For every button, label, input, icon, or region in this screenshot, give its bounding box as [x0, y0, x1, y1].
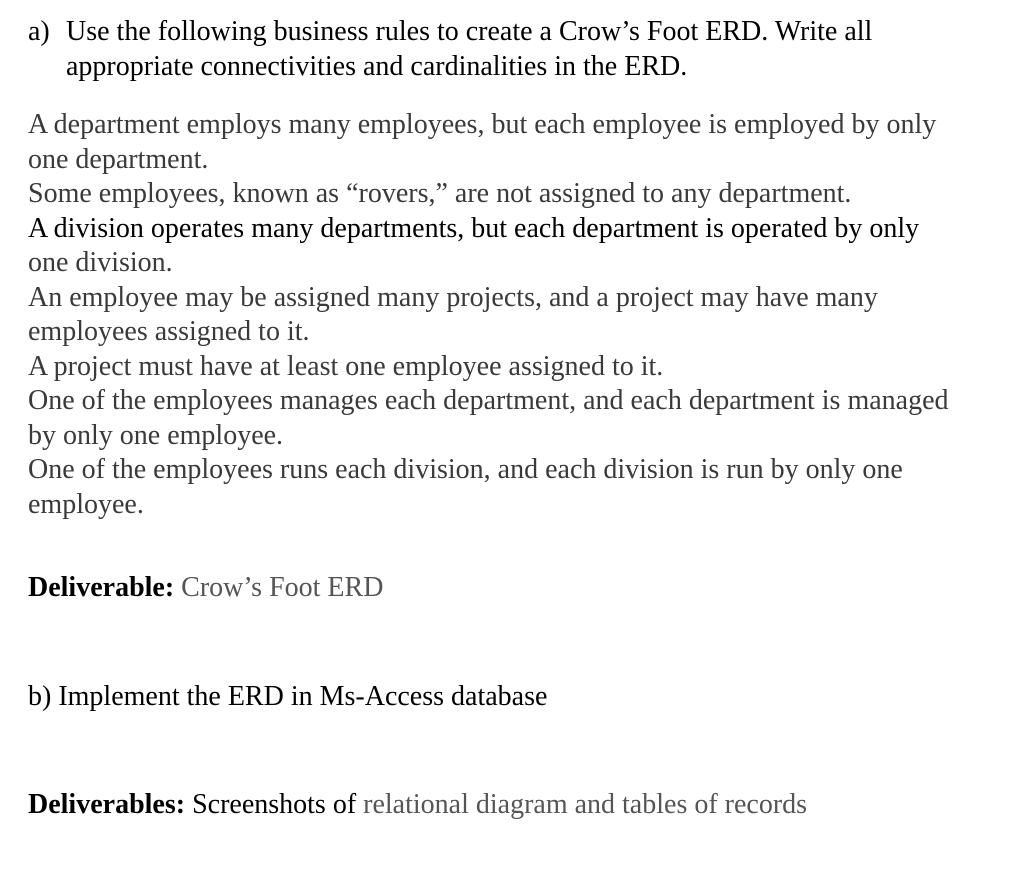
- deliverable-a-label: Deliverable:: [28, 572, 175, 603]
- rule-line: one department.: [28, 143, 209, 175]
- deliverable-b-label: Deliverables:: [28, 789, 186, 820]
- question-a-marker: a): [28, 16, 50, 47]
- question-b-text: Implement the ERD in Ms-Access database: [58, 681, 548, 712]
- deliverable-b: [28, 788, 807, 822]
- deliverable-a-value: Crow’s Foot ERD: [181, 572, 384, 603]
- rule-line: employee.: [28, 488, 144, 520]
- rule-line: by only one employee.: [28, 419, 284, 451]
- rule-line: Some employees, known as “rovers,” are not assigned to any department.: [28, 178, 852, 209]
- question-b: [28, 680, 547, 714]
- rule-line: An employee may be assigned many projects, and a project may have many: [28, 281, 878, 313]
- question-b-marker: b): [28, 681, 52, 712]
- question-a-line-1: Use the following business rules to create a Crow’s Foot ERD. Write all: [66, 16, 873, 47]
- rule-line: one division.: [28, 247, 173, 278]
- deliverable-a: [28, 571, 383, 605]
- rule-line: One of the employees runs each division, and each division is run by only one: [28, 454, 903, 485]
- deliverable-b-value-2: relational diagram and tables of records: [363, 789, 808, 820]
- rule-line: employees assigned to it.: [28, 316, 310, 347]
- rule-line: A division operates many departments, but each department is operated by only: [28, 212, 920, 244]
- rule-line: A department employs many employees, but each employee is employed by only: [28, 109, 937, 140]
- rule-line: A project must have at least one employee assigned to it.: [28, 350, 664, 382]
- rule-line: One of the employees manages each department, and each department is managed: [28, 385, 949, 416]
- question-a-line-2: appropriate connectivities and cardinalities in the ERD.: [66, 51, 688, 82]
- deliverable-b-value-1: Screenshots of: [192, 789, 357, 820]
- question-a: [28, 14, 1008, 84]
- question-a-text: [66, 14, 1008, 84]
- business-rules: [28, 108, 1013, 522]
